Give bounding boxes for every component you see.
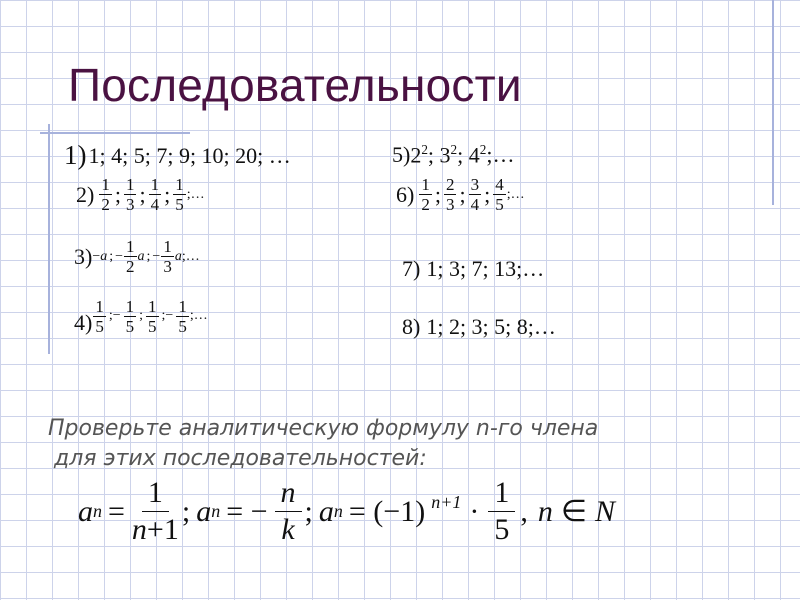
sequence-tail: ;… <box>181 248 200 264</box>
sequence-label: 1) <box>64 140 87 170</box>
fraction: $\frac{3}{4}$ <box>470 175 480 214</box>
sequence-1 <box>64 140 291 171</box>
sequence-tail: ;… <box>186 186 205 202</box>
sequence-terms: 1; 4; 5; 7; 9; 10; 20; … <box>88 142 291 168</box>
sequence-7 <box>402 256 544 282</box>
sequence-tail: ;… <box>486 142 515 168</box>
variable-a: a <box>174 248 182 264</box>
sequence-8 <box>402 314 556 340</box>
sequence-terms: 1; 2; 3; 5; 8;… <box>426 314 556 339</box>
sequence-term: $2^2$; $3^2$; $4^2$ <box>410 142 487 168</box>
fraction: $\frac{1}{5}$ <box>175 175 184 214</box>
sequence-2: 2) $\frac{1}{2}$ ; $\frac{1}{3}$ ; $\frac{1}{4}$ ; $\frac{1}{5}$ ;… <box>76 175 205 214</box>
fraction: $\frac{1}{5}$ <box>95 296 104 336</box>
fraction: $\frac{1}{2}$ <box>101 175 110 214</box>
variable-a: a <box>137 248 145 264</box>
fraction: $\frac{1}{2}$ <box>421 175 430 214</box>
fraction: $\frac{1}{5}$ <box>148 296 157 336</box>
fraction: $\frac{2}{3}$ <box>445 175 455 214</box>
fraction: $\frac{1}{3}$ <box>125 175 135 214</box>
instruction-line-2: для этих последовательностей: <box>54 446 427 471</box>
sequence-6: 6) $\frac{1}{2}$ ; $\frac{2}{3}$ ; $\frac{3}{4}$ ; $\frac{4}{5}$ ;… <box>396 175 525 214</box>
sequence-label: 6) <box>396 181 415 207</box>
fraction: $\frac{1}{5}$ <box>125 296 135 336</box>
sequence-3: 3) − a ; − $\frac{1}{2}$ a ; − $\frac{1}{3}$ a ;… <box>74 237 200 276</box>
sequence-label: 7) <box>402 256 421 281</box>
fraction: $\frac{1}{5}$ <box>178 296 187 336</box>
variable-a: a <box>100 248 108 264</box>
instruction-line-1: Проверьте аналитическую формулу n-го члена <box>48 416 599 441</box>
fraction: $\frac{1}{5}$ <box>488 478 515 545</box>
sequence-label: 2) <box>76 181 95 207</box>
fraction: $\frac{n}{k}$ <box>275 478 302 545</box>
sequence-tail: ;… <box>506 186 525 202</box>
fraction: $\frac{1}{3}$ <box>163 237 172 276</box>
fraction: $\frac{1}{4}$ <box>150 175 160 214</box>
sequence-label: 3) <box>74 243 93 269</box>
margin-line-right <box>772 0 774 205</box>
nth-term-formulas: a n = $\frac{1}{n+1}$ ; a n = − $\frac{n}{k}$ ; a n = (−1) $^{n+1}$ · $\frac{1}{5}$ , n ∈ N <box>78 476 616 546</box>
fraction: $\frac{1}{n+1}$ <box>131 476 179 546</box>
instruction-text <box>48 414 598 474</box>
underline-accent <box>40 132 190 134</box>
margin-line-left <box>48 124 50 354</box>
sequence-label: 8) <box>402 314 421 339</box>
sequence-5 <box>392 142 514 168</box>
fraction: $\frac{4}{5}$ <box>495 175 504 214</box>
sequence-label: 5) <box>392 142 411 168</box>
fraction: $\frac{1}{2}$ <box>126 237 135 276</box>
sequence-terms: 1; 3; 7; 13;… <box>426 256 545 281</box>
page-title: Последовательности <box>68 59 522 111</box>
sequence-4: 4) $\frac{1}{5}$ ;− $\frac{1}{5}$ ; $\frac{1}{5}$ ;− $\frac{1}{5}$ ;… <box>74 296 208 336</box>
sequence-label: 4) <box>74 310 93 335</box>
sequence-tail: ;… <box>189 308 208 323</box>
